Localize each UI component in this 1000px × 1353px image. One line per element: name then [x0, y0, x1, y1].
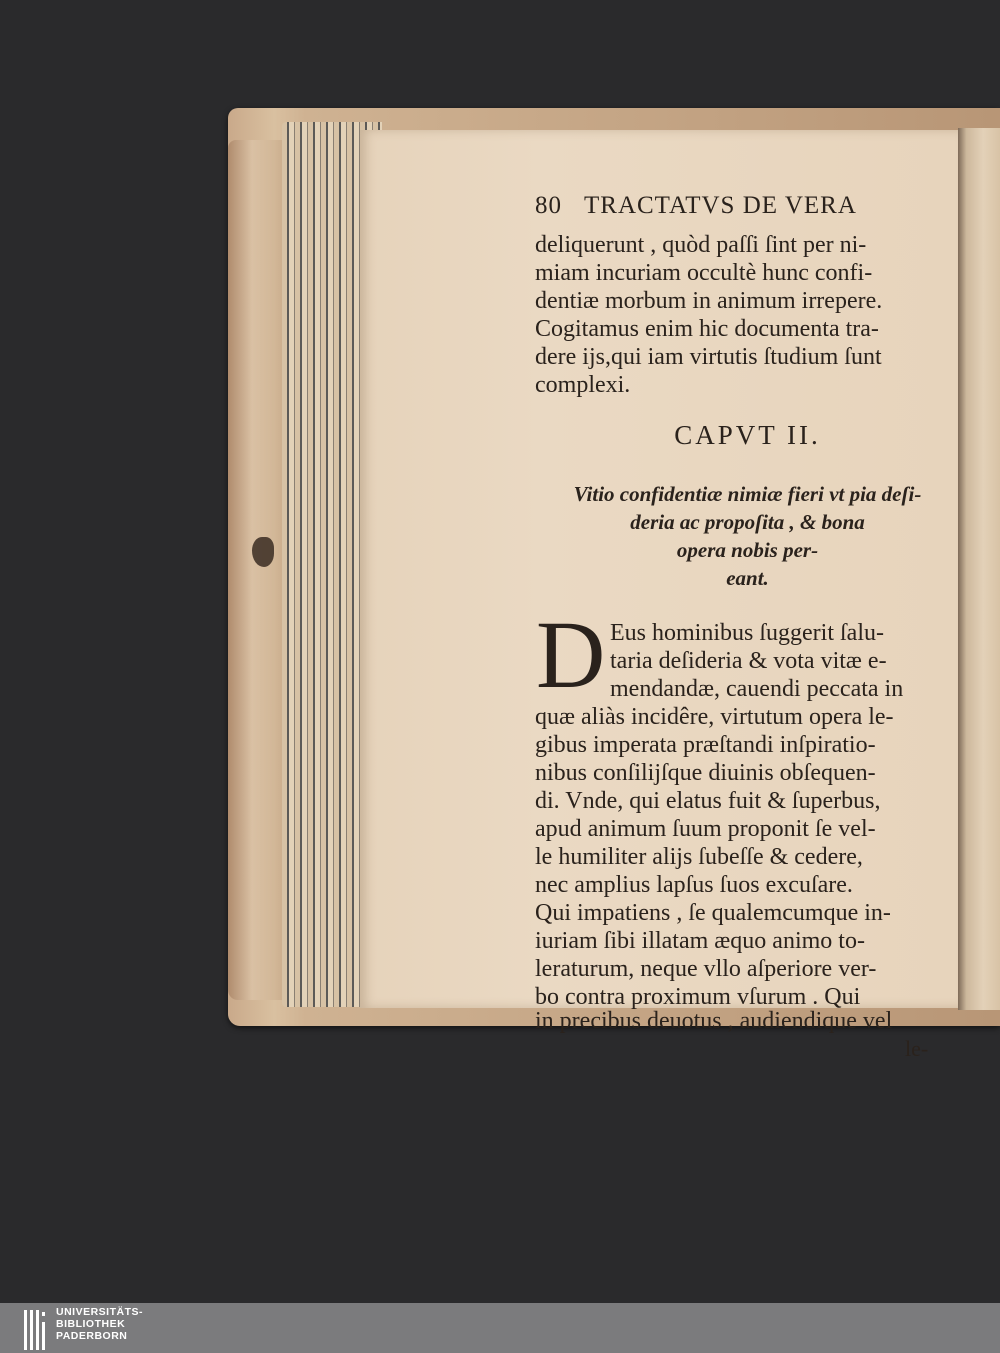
library-logo-icon — [24, 1306, 50, 1350]
text-line: apud animum ſuum proponit ſe vel- — [535, 816, 876, 842]
text-line: leraturum, neque vllo aſperiore ver- — [535, 956, 877, 982]
text-line: Qui impatiens , ſe qualemcumque in- — [535, 900, 891, 926]
text-line: dentiæ morbum in animum irrepere. — [535, 288, 883, 314]
chapter-summary-line: deria ac propoſita , & bona — [630, 510, 865, 534]
library-name-line: BIBLIOTHEK — [56, 1318, 126, 1330]
chapter-summary-line: Vitio confidentiæ nimiæ fieri vt pia deſi- — [573, 482, 922, 506]
book-spine — [228, 140, 288, 1000]
text-line: nibus conſilijſque diuinis obſequen- — [535, 760, 876, 786]
text-line: deliquerunt , quòd paſſi ſint per ni- — [535, 232, 867, 258]
text-line: mendandæ, cauendi peccata in — [610, 676, 904, 702]
text-line: dere ijs,qui iam virtutis ſtudium ſunt — [535, 344, 882, 370]
text-line: quæ aliàs incidêre, virtutum opera le- — [535, 704, 894, 730]
running-header — [535, 192, 945, 220]
text-line: miam incuriam occultè hunc confi- — [535, 260, 873, 286]
library-name-line: UNIVERSITÄTS- — [56, 1306, 144, 1318]
text-line: gibus imperata præſtandi inſpiratio- — [535, 732, 876, 758]
text-line: bo contra proximum vſurum . Qui — [535, 984, 861, 1010]
chapter-summary-line: opera nobis per- — [676, 538, 819, 562]
text-line: Eus hominibus ſuggerit ſalu- — [610, 620, 884, 646]
drop-cap: D — [536, 601, 606, 708]
chapter-heading: CAPVT II. — [674, 420, 821, 450]
library-name-line: PADERBORN — [56, 1330, 128, 1342]
page-number: 80 — [535, 192, 562, 219]
text-line: Cogitamus enim hic documenta tra- — [535, 316, 879, 342]
page-gutter — [958, 128, 1000, 1010]
running-head-title: TRACTATVS DE VERA — [584, 192, 857, 219]
chapter-summary-line: eant. — [726, 566, 769, 590]
catchword: le- — [905, 1036, 929, 1061]
binding-damage — [252, 537, 274, 567]
text-line: iuriam ſibi illatam æquo animo to- — [535, 928, 865, 954]
text-line: taria deſideria & vota vitæ e- — [610, 648, 887, 674]
library-name — [56, 1306, 143, 1342]
text-line: complexi. — [535, 372, 631, 398]
text-line: di. Vnde, qui elatus fuit & ſuperbus, — [535, 788, 881, 814]
text-line: le humiliter alijs ſubeſſe & cedere, — [535, 844, 863, 870]
footer-bar — [0, 1303, 1000, 1353]
text-line: nec amplius lapſus ſuos excuſare. — [535, 872, 853, 898]
text-line: in precibus deuotus , audiendique vel — [535, 1008, 893, 1034]
